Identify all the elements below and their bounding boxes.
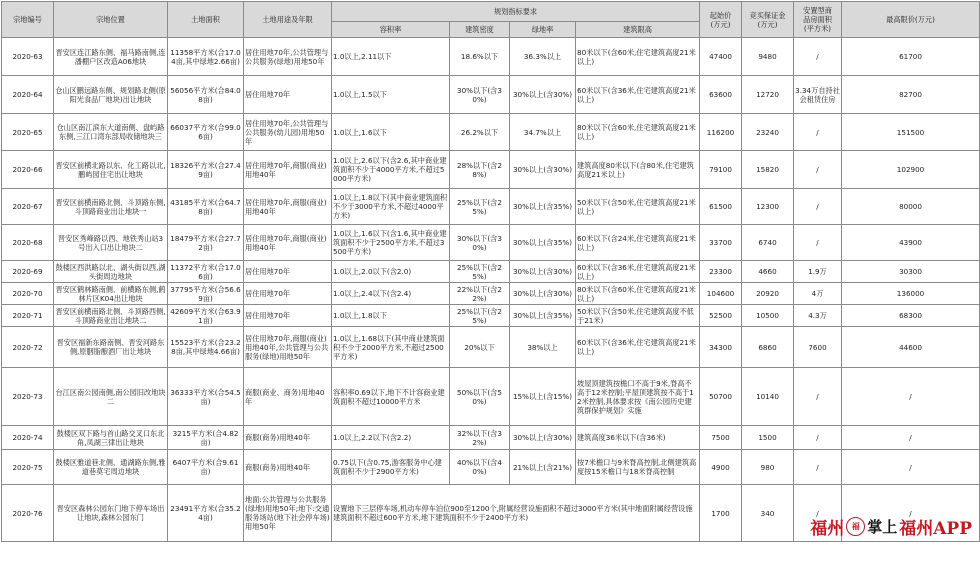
cell-area: 23491平方米(合35.24亩) — [168, 485, 244, 542]
cell-deposit: 340 — [742, 485, 794, 542]
cell-limit: / — [842, 450, 980, 485]
cell-green: 30%以上(含35%) — [510, 189, 576, 225]
cell-location: 台江区南公园南侧,南公园旧改地块二 — [54, 368, 168, 426]
cell-location: 晋安区鹤林路南侧、前横路东侧,鹤林片区K04出让地块 — [54, 283, 168, 305]
cell-far: 1.0以上,2.4以下(含2.4) — [332, 283, 450, 305]
cell-use: 居住用地70年,公共管理与公共服务(绿地)用地50年 — [244, 38, 332, 76]
cell-use: 居住用地70年,商服(商业)用地40年 — [244, 151, 332, 189]
cell-green: 30%以上(含35%) — [510, 305, 576, 327]
cell-id: 2020-66 — [2, 151, 54, 189]
cell-height: 按7米檐口与9米脊高控制,北侧建筑高度按15米檐口与18米脊高控制 — [576, 450, 700, 485]
cell-green: 30%以上(含30%) — [510, 76, 576, 114]
header-planning: 规划指标要求 — [332, 2, 700, 22]
cell-deposit: 6740 — [742, 225, 794, 261]
cell-price: 63600 — [700, 76, 742, 114]
cell-price: 7500 — [700, 426, 742, 450]
cell-green: 15%以上(含15%) — [510, 368, 576, 426]
cell-area: 15523平方米(合23.28亩,其中绿地4.66亩) — [168, 327, 244, 368]
cell-height: 80米以下(含60米,住宅建筑高度21米以上) — [576, 283, 700, 305]
header-housing: 安置型商 品房面积 (平方米) — [794, 2, 842, 38]
cell-limit: 44600 — [842, 327, 980, 368]
cell-planning-combined: 设置地下三层停车场,机动车停车泊位900至1200个,附属经营设施面积不超过3000平方米(其中地面附属经营设施建筑面积不超过600平方米,地下建筑面积不少于2400平方米) — [332, 485, 700, 542]
cell-far: 1.0以上,1.68以下(其中商业建筑面积不少于2000平方米,不超过2500平方米) — [332, 327, 450, 368]
cell-density: 20%以下 — [450, 327, 510, 368]
cell-id: 2020-71 — [2, 305, 54, 327]
table-row — [2, 283, 980, 305]
table-row — [2, 327, 980, 368]
header-deposit: 竞买保证金 (万元) — [742, 2, 794, 38]
cell-area: 6407平方米(合9.61亩) — [168, 450, 244, 485]
cell-far: 0.75以下(含0.75,游客服务中心建筑面积不少于2900平方米) — [332, 450, 450, 485]
table-row — [2, 38, 980, 76]
cell-height: 60米以下(含36米,住宅建筑高度21米以上) — [576, 327, 700, 368]
cell-deposit: 15820 — [742, 151, 794, 189]
cell-area: 18479平方米(合27.72亩) — [168, 225, 244, 261]
cell-limit: 68300 — [842, 305, 980, 327]
cell-area: 56056平方米(合84.08亩) — [168, 76, 244, 114]
header-id: 宗地编号 — [2, 2, 54, 38]
cell-green: 30%以上(含30%) — [510, 283, 576, 305]
cell-price: 104600 — [700, 283, 742, 305]
table-row — [2, 225, 980, 261]
cell-use: 居住用地70年,商服(商业)用地40年 — [244, 225, 332, 261]
cell-green: 21%以上(含21%) — [510, 450, 576, 485]
cell-id: 2020-64 — [2, 76, 54, 114]
cell-deposit: 23240 — [742, 114, 794, 151]
cell-density: 28%以下(含28%) — [450, 151, 510, 189]
cell-price: 23300 — [700, 261, 742, 283]
seal-icon: 福 — [846, 517, 865, 536]
cell-housing: 1.9万 — [794, 261, 842, 283]
cell-limit: / — [842, 368, 980, 426]
cell-id: 2020-69 — [2, 261, 54, 283]
cell-deposit: 9480 — [742, 38, 794, 76]
cell-price: 47400 — [700, 38, 742, 76]
table-row — [2, 305, 980, 327]
cell-price: 1700 — [700, 485, 742, 542]
cell-location: 晋安区福新东路南侧、晋安河路东侧,原胭脂酿酒厂出让地块 — [54, 327, 168, 368]
cell-density: 25%以下(含25%) — [450, 261, 510, 283]
cell-limit: 80000 — [842, 189, 980, 225]
cell-limit: 61700 — [842, 38, 980, 76]
cell-far: 容积率0.69以下,地下不计容商业建筑面积不超过10000平方米 — [332, 368, 450, 426]
cell-id: 2020-74 — [2, 426, 54, 450]
table-row — [2, 76, 980, 114]
cell-height: 80米以下(含60米,住宅建筑高度21米以上) — [576, 114, 700, 151]
watermark-text-2: 掌上 — [867, 516, 897, 537]
cell-housing: / — [794, 38, 842, 76]
header-green: 绿地率 — [510, 22, 576, 38]
table-row — [2, 368, 980, 426]
cell-green: 38%以上 — [510, 327, 576, 368]
watermark-text-1: 福州 — [810, 514, 844, 539]
cell-density: 25%以下(含25%) — [450, 305, 510, 327]
cell-id: 2020-76 — [2, 485, 54, 542]
cell-id: 2020-72 — [2, 327, 54, 368]
cell-id: 2020-65 — [2, 114, 54, 151]
cell-housing: 7600 — [794, 327, 842, 368]
cell-location: 鼓楼区西洪路以北、湖头街以西,湖头街周边地块 — [54, 261, 168, 283]
cell-area: 66037平方米(合99.06亩) — [168, 114, 244, 151]
header-area: 土地面积 — [168, 2, 244, 38]
cell-housing: 4.3万 — [794, 305, 842, 327]
cell-limit: 136000 — [842, 283, 980, 305]
cell-green: 30%以上(含30%) — [510, 426, 576, 450]
cell-limit: 102900 — [842, 151, 980, 189]
cell-deposit: 1500 — [742, 426, 794, 450]
cell-id: 2020-63 — [2, 38, 54, 76]
cell-housing: / — [794, 189, 842, 225]
cell-density: 26.2%以下 — [450, 114, 510, 151]
cell-price: 52500 — [700, 305, 742, 327]
table-row — [2, 114, 980, 151]
header-location: 宗地位置 — [54, 2, 168, 38]
header-far: 容积率 — [332, 22, 450, 38]
cell-height: 坡屋顶建筑按檐口不高于9米,脊高不高于12米控制;平屋顶建筑按不高于12米控制,具体要求按《南公园历史建筑群保护规划》实施 — [576, 368, 700, 426]
header-use: 土地用途及年限 — [244, 2, 332, 38]
header-limit: 最高限价(万元) — [842, 2, 980, 38]
cell-green: 34.7%以上 — [510, 114, 576, 151]
cell-use: 居住用地70年 — [244, 76, 332, 114]
cell-use: 商服(商务)用地40年 — [244, 426, 332, 450]
cell-area: 42609平方米(合63.91亩) — [168, 305, 244, 327]
cell-location: 仓山区鹏远路东侧、规划路北侧(原阳光食品厂地块)出让地块 — [54, 76, 168, 114]
cell-far: 1.0以上,2.0以下(含2.0) — [332, 261, 450, 283]
land-parcel-table — [1, 1, 980, 542]
cell-height: 50米以下(含50米,住宅建筑高度21米以上) — [576, 189, 700, 225]
cell-height: 60米以下(含36米,住宅建筑高度21米以上) — [576, 76, 700, 114]
cell-far: 1.0以上,2.11以下 — [332, 38, 450, 76]
cell-location: 晋安区连江路东侧、福马路南侧,连潘棚户区改造A06地块 — [54, 38, 168, 76]
cell-limit: 43900 — [842, 225, 980, 261]
cell-far: 1.0以上,1.6以下(含1.6,其中商业建筑面积不少于2500平方米,不超过3500平方米) — [332, 225, 450, 261]
cell-location: 晋安区前横北路以东、化工路以北,鹏屿园住宅出让地块 — [54, 151, 168, 189]
cell-use: 居住用地70年,商服(商业)用地40年,公共管理与公共服务(绿地)用地50年 — [244, 327, 332, 368]
cell-housing: / — [794, 450, 842, 485]
table-row — [2, 426, 980, 450]
cell-id: 2020-70 — [2, 283, 54, 305]
cell-use: 商服(商务)用地40年 — [244, 450, 332, 485]
cell-green: 30%以上(含30%) — [510, 261, 576, 283]
cell-housing: / — [794, 151, 842, 189]
cell-location: 晋安区前横南路北侧、斗顶路东侧,斗顶路商业出让地块一 — [54, 189, 168, 225]
cell-use: 居住用地70年 — [244, 305, 332, 327]
cell-deposit: 20920 — [742, 283, 794, 305]
app-watermark — [810, 514, 972, 539]
cell-deposit: 980 — [742, 450, 794, 485]
cell-area: 11372平方米(合17.06亩) — [168, 261, 244, 283]
cell-far: 1.0以上,1.5以下 — [332, 76, 450, 114]
cell-housing: 3.34万自持社会租赁住房 — [794, 76, 842, 114]
cell-location: 仓山区南江滨东大道南侧、盘屿路东侧,三江口湾东部局收储地块三 — [54, 114, 168, 151]
cell-green: 36.3%以上 — [510, 38, 576, 76]
cell-price: 79100 — [700, 151, 742, 189]
header-price: 起始价 (万元) — [700, 2, 742, 38]
header-density: 建筑密度 — [450, 22, 510, 38]
cell-id: 2020-67 — [2, 189, 54, 225]
cell-area: 37795平方米(合56.69亩) — [168, 283, 244, 305]
cell-area: 36333平方米(合54.5亩) — [168, 368, 244, 426]
cell-density: 30%以下(含30%) — [450, 225, 510, 261]
cell-far: 1.0以上,1.8以下 — [332, 305, 450, 327]
cell-use: 居住用地70年 — [244, 283, 332, 305]
cell-density: 40%以下(含40%) — [450, 450, 510, 485]
header-height: 建筑限高 — [576, 22, 700, 38]
cell-deposit: 10500 — [742, 305, 794, 327]
cell-location: 晋安区前横南路北侧、斗顶路西侧,斗顶路商业出让地块二 — [54, 305, 168, 327]
cell-price: 4900 — [700, 450, 742, 485]
cell-far: 1.0以上,2.6以下(含2.6,其中商业建筑面积不少于4000平方米,不超过5000平方米) — [332, 151, 450, 189]
cell-area: 43185平方米(合64.78亩) — [168, 189, 244, 225]
cell-height: 80米以下(含60米,住宅建筑高度21米以上) — [576, 38, 700, 76]
cell-deposit: 10140 — [742, 368, 794, 426]
cell-limit: / — [842, 426, 980, 450]
cell-use: 居住用地70年 — [244, 261, 332, 283]
cell-location: 晋安区森林公园东门地下停车场出让地块,森林公园东门 — [54, 485, 168, 542]
table-row — [2, 261, 980, 283]
cell-housing: 4万 — [794, 283, 842, 305]
cell-price: 33700 — [700, 225, 742, 261]
cell-housing: / — [794, 485, 842, 542]
cell-height: 50米以下(含50米,住宅建筑高度不低于21米) — [576, 305, 700, 327]
cell-use: 地面:公共管理与公共服务(绿地)用地50年;地下:交通服务场站(地下社会停车场)用地50年 — [244, 485, 332, 542]
cell-limit: 82700 — [842, 76, 980, 114]
cell-density: 32%以下(含32%) — [450, 426, 510, 450]
cell-height: 建筑高度36米以下(含36米) — [576, 426, 700, 450]
cell-price: 61500 — [700, 189, 742, 225]
cell-deposit: 12300 — [742, 189, 794, 225]
cell-area: 3215平方米(合4.82亩) — [168, 426, 244, 450]
cell-housing: / — [794, 114, 842, 151]
cell-use: 居住用地70年,公共管理与公共服务(幼儿园)用地50年 — [244, 114, 332, 151]
cell-far: 1.0以上,1.6以下 — [332, 114, 450, 151]
table-row — [2, 151, 980, 189]
cell-green: 30%以上(含30%) — [510, 151, 576, 189]
cell-price: 116200 — [700, 114, 742, 151]
cell-density: 25%以下(含25%) — [450, 189, 510, 225]
cell-location: 鼓楼区雅道巷北侧、通湖路东侧,雅道巷莫宅周边地块 — [54, 450, 168, 485]
watermark-text-3: 福州APP — [899, 514, 972, 539]
cell-id: 2020-75 — [2, 450, 54, 485]
cell-limit: 30300 — [842, 261, 980, 283]
table-row — [2, 450, 980, 485]
cell-limit: / — [842, 485, 980, 542]
cell-green: 30%以上(含35%) — [510, 225, 576, 261]
cell-price: 50700 — [700, 368, 742, 426]
cell-far: 1.0以上,2.2以下(含2.2) — [332, 426, 450, 450]
cell-location: 鼓楼区双下路与首山路交叉口东北角,凤湖三律出让地块 — [54, 426, 168, 450]
table-row — [2, 189, 980, 225]
cell-density: 50%以下(含50%) — [450, 368, 510, 426]
cell-area: 18326平方米(合27.49亩) — [168, 151, 244, 189]
cell-limit: 151500 — [842, 114, 980, 151]
cell-height: 60米以下(含24米,住宅建筑高度21米以上) — [576, 225, 700, 261]
cell-housing: / — [794, 426, 842, 450]
cell-deposit: 4660 — [742, 261, 794, 283]
cell-height: 建筑高度80米以下(含80米,住宅建筑高度21米以上) — [576, 151, 700, 189]
cell-deposit: 12720 — [742, 76, 794, 114]
cell-location: 晋安区秀峰路以西、地铁秀山站3号出入口出让地块二 — [54, 225, 168, 261]
cell-id: 2020-68 — [2, 225, 54, 261]
cell-height: 60米以下(含36米,住宅建筑高度21米以上) — [576, 261, 700, 283]
cell-density: 22%以下(含22%) — [450, 283, 510, 305]
cell-housing: / — [794, 368, 842, 426]
cell-id: 2020-73 — [2, 368, 54, 426]
cell-use: 居住用地70年,商服(商业)用地40年 — [244, 189, 332, 225]
cell-housing: / — [794, 225, 842, 261]
cell-use: 商服(商业、商务)用地40年 — [244, 368, 332, 426]
cell-deposit: 6860 — [742, 327, 794, 368]
cell-density: 30%以下(含30%) — [450, 76, 510, 114]
cell-far: 1.0以上,1.8以下(其中商业建筑面积不少于3000平方米,不超过4000平方米) — [332, 189, 450, 225]
cell-area: 11358平方米(合17.04亩,其中绿地2.66亩) — [168, 38, 244, 76]
cell-density: 18.6%以下 — [450, 38, 510, 76]
cell-price: 34300 — [700, 327, 742, 368]
